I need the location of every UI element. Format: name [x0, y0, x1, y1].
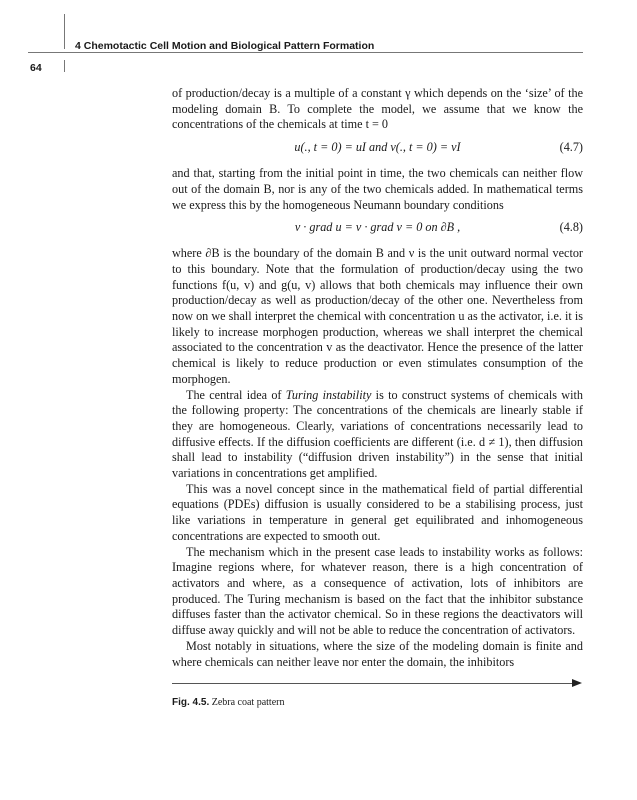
- emphasis-turing-instability: Turing instability: [285, 387, 372, 402]
- equation-4-7: [172, 140, 583, 158]
- text-run: The central idea of: [186, 387, 286, 402]
- paragraph: and that, starting from the initial point in time, the two chemicals can neither flow out of the domain B, nor is any of the two chemicals added. In mathematical terms we express this by the homogeneous Neumann boundary conditions: [172, 166, 583, 212]
- equation-expression: ν · grad u = ν · grad v = 0 on ∂B ,: [294, 220, 461, 235]
- paragraph-turing: [172, 388, 583, 482]
- running-head: 4 Chemotactic Cell Motion and Biological Pattern Formation: [75, 40, 375, 52]
- figure-arrow-line: [172, 683, 572, 684]
- paragraph: where ∂B is the boundary of the domain B and ν is the unit outward normal vector to this boundary. Note that the formulation of production/decay using the two functions f(u, v) and g(u, v) allows that both chemicals may influence their own production/decay as well as production/decay of the other one. Nevertheless from now on we shall interpret the chemical with concentration u as the activator, i.e. it is likely to increase morphogen production, whereas we shall interpret the chemical associated to the concentration v as the deactivator. Hence the presence of the latter chemical is likely to reduce production or even stimulates consumption of the morphogen.: [172, 246, 583, 386]
- header-vertical-rule: [64, 14, 65, 49]
- equation-4-8: [172, 220, 583, 238]
- page-number: 64: [30, 62, 42, 74]
- body-text: [172, 86, 583, 670]
- text-run: is to construct systems of chemicals with the following property: The concentrations of the chemicals are linearly stable if they are homogeneous. Clearly, variations of concentrations necessarily lead to diffusive effects. If the diffusion coefficients are different (i.e. d ≠ 1), then diffusion shall lead to instability (“diffusion driven instability”) in the sense that initial variations in concentrations get amplified.: [172, 387, 583, 481]
- paragraph: of production/decay is a multiple of a constant γ which depends on the ‘size’ of the modeling domain B. To complete the model, we assume that we know the concentrations of the chemicals at time t = 0: [172, 86, 583, 132]
- equation-number: (4.8): [559, 220, 583, 235]
- paragraph: Most notably in situations, where the size of the modeling domain is finite and where chemicals can neither leave nor enter the domain, the inhibitors: [172, 638, 583, 669]
- equation-expression: u(., t = 0) = uI and v(., t = 0) = vI: [294, 140, 461, 155]
- page-number-rule: [64, 60, 65, 72]
- paragraph: The mechanism which in the present case leads to instability works as follows: Imagine regions where, for whatever reason, there is a high concentration of activators and where, as a consequence of activation, lots of inhibitors are produced. The Turing mechanism is based on the fact that the inhibitor substance diffuses faster than the activator chemical. So in these regions the deactivators will diffuse away quickly and will not be able to reduce the concentration of activators.: [172, 544, 583, 638]
- header-horizontal-rule: [28, 52, 583, 53]
- equation-number: (4.7): [559, 140, 583, 155]
- figure-label: Fig. 4.5.: [172, 697, 210, 708]
- figure-caption-text: Zebra coat pattern: [211, 697, 285, 708]
- arrow-right-icon: [572, 679, 582, 687]
- paragraph: This was a novel concept since in the mathematical field of partial differential equations (PDEs) diffusion is usually considered to be a stabilising process, just like variations in temperature in general get equilibrated and inhomogeneous concentrations are expected to smooth out.: [172, 481, 583, 543]
- figure-caption: [172, 697, 284, 708]
